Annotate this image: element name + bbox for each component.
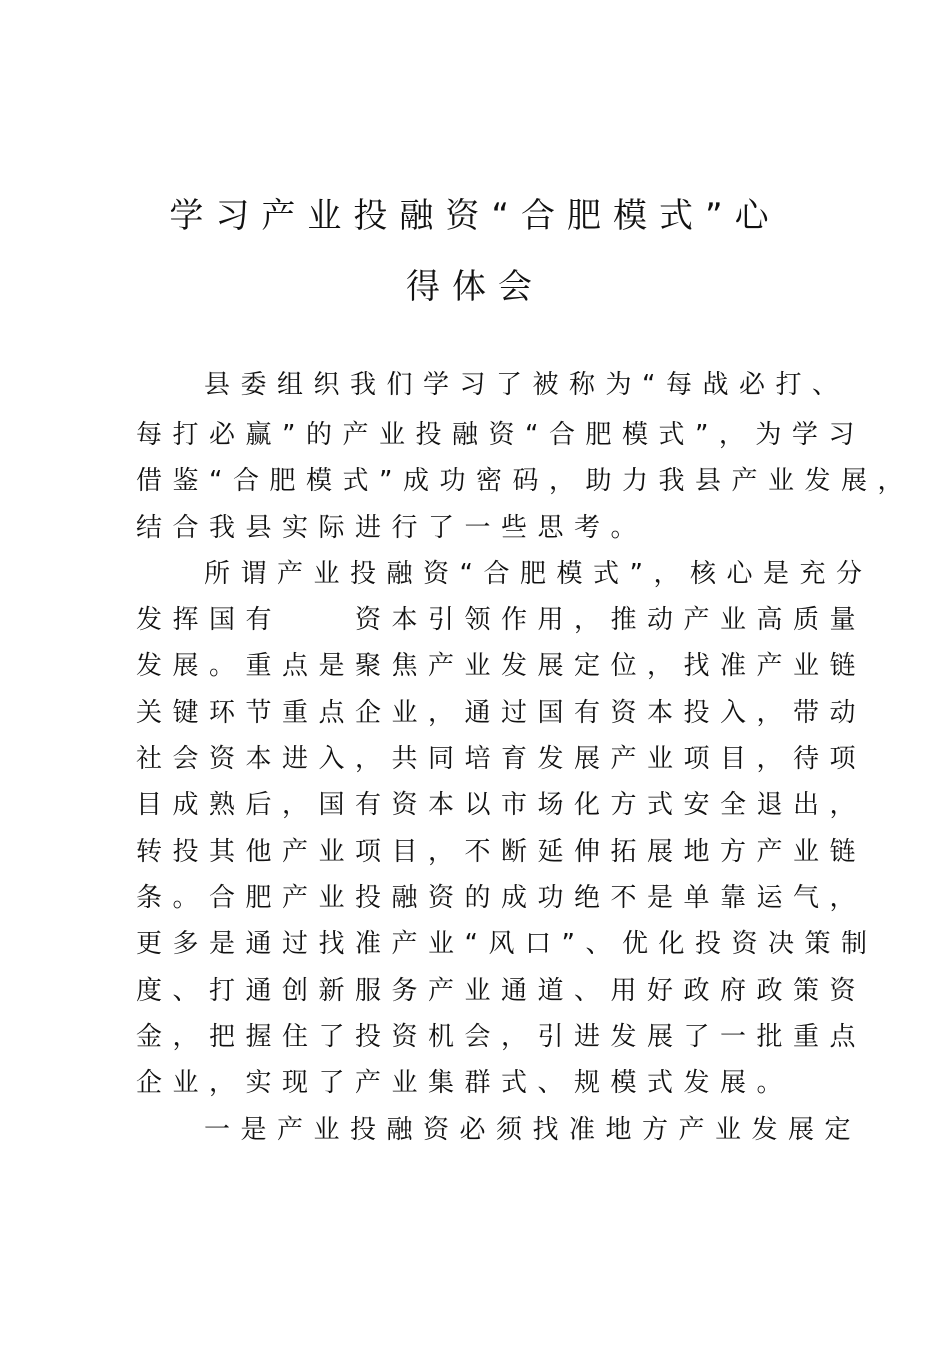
paragraph-1-line-2: 每打必赢”的产业投融资“合肥模式”，为学习: [136, 420, 865, 450]
document-title-line-2: 得体会: [406, 267, 544, 307]
paragraph-1-line-1: 县委组织我们学习了被称为“每战必打、: [204, 370, 849, 400]
paragraph-3-line-1: 一是产业投融资必须找准地方产业发展定: [204, 1115, 862, 1145]
document-title-line-1: 学习产业投融资“合肥模式”心: [169, 196, 781, 236]
paragraph-2-line-2: 发挥国有 资本引领作用，推动产业高质量: [136, 605, 867, 635]
paragraph-2-line-7: 转投其他产业项目，不断延伸拓展地方产业链: [136, 837, 867, 867]
paragraph-2-line-6: 目成熟后，国有资本以市场化方式安全退出，: [136, 790, 867, 820]
paragraph-2-line-5: 社会资本进入，共同培育发展产业项目，待项: [136, 744, 867, 774]
paragraph-2-line-1: 所谓产业投融资“合肥模式”，核心是充分: [204, 559, 873, 589]
paragraph-1-line-4: 结合我县实际进行了一些思考。: [136, 513, 648, 543]
paragraph-1-line-3: 借鉴“合肥模式”成功密码，助力我县产业发展，: [136, 466, 914, 496]
paragraph-2-line-3: 发展。重点是聚焦产业发展定位，找准产业链: [136, 651, 867, 681]
paragraph-2-line-12: 企业，实现了产业集群式、规模式发展。: [136, 1068, 794, 1098]
paragraph-2-line-10: 度、打通创新服务产业通道、用好政府政策资: [136, 976, 867, 1006]
paragraph-2-line-9: 更多是通过找准产业“风口”、优化投资决策制: [136, 929, 878, 959]
paragraph-2-line-11: 金，把握住了投资机会，引进发展了一批重点: [136, 1022, 867, 1052]
paragraph-2-line-4: 关键环节重点企业，通过国有资本投入，带动: [136, 698, 867, 728]
paragraph-2-line-8: 条。合肥产业投融资的成功绝不是单靠运气，: [136, 883, 867, 913]
